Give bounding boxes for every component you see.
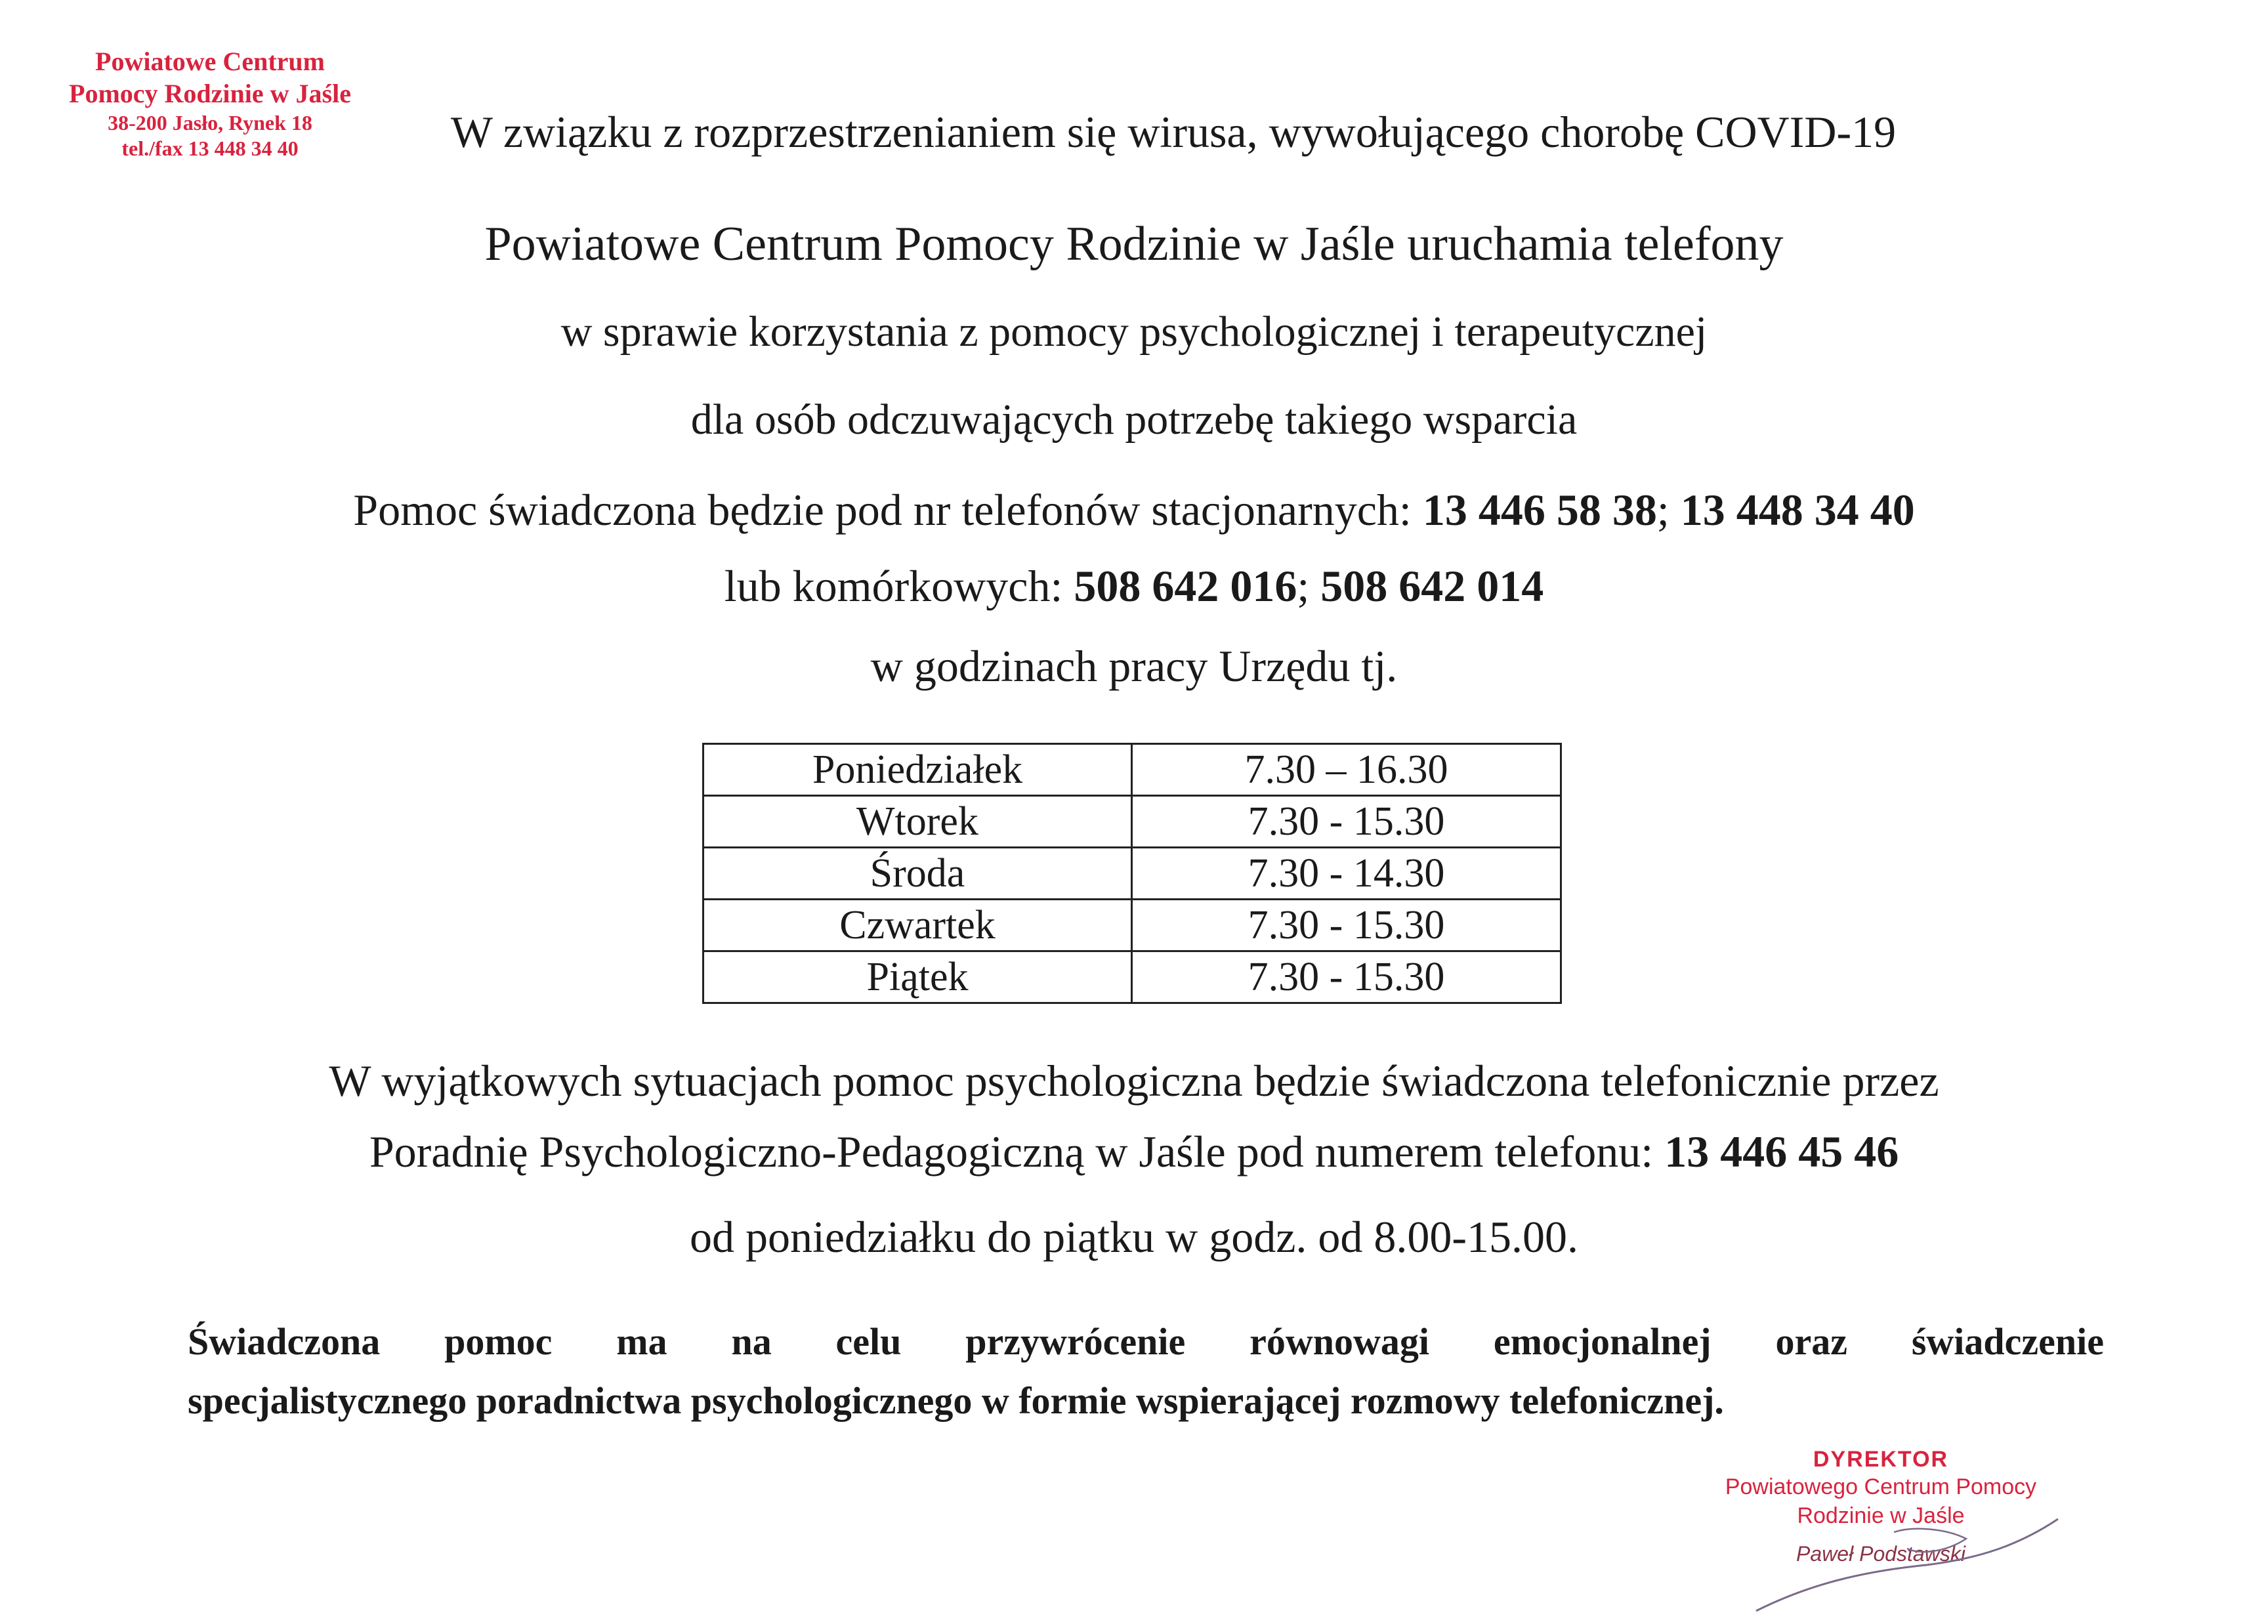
handwritten-signature bbox=[1730, 1493, 2071, 1624]
stamp-line-2: Pomocy Rodzinie w Jaśle bbox=[69, 78, 351, 108]
exceptional-line-3: od poniedziałku do piątku w godz. od 8.00-15.00. bbox=[689, 1212, 1579, 1262]
office-hours-day: Wtorek bbox=[704, 796, 1132, 848]
signature-org-line-2: Rodzinie w Jaśle bbox=[1797, 1503, 1965, 1529]
purpose-line-1: Świadczona pomoc ma na celu przywrócenie równowagi emocjonalnej oraz świadczenie bbox=[188, 1320, 2104, 1363]
signature-name: Paweł Podstawski bbox=[1796, 1542, 1965, 1566]
purpose-line-2: specjalistycznego poradnictwa psychologicznego w formie wspierającej rozmowy telefonicznej. bbox=[188, 1379, 1724, 1422]
office-hours-row bbox=[704, 951, 1561, 1003]
intro-line-1: W związku z rozprzestrzenianiem się wirusa, wywołującego chorobę COVID-19 bbox=[450, 107, 1897, 157]
clinic-text: Poradnię Psychologiczno-Pedagogiczną w Jaśle pod numerem telefonu: bbox=[369, 1127, 1665, 1176]
mobile-prefix: lub komórkowych: bbox=[724, 561, 1074, 611]
mobile-phone-2: 508 642 014 bbox=[1320, 561, 1544, 611]
purpose-paragraph bbox=[188, 1312, 2104, 1430]
clinic-phone: 13 446 45 46 bbox=[1664, 1127, 1899, 1176]
office-hours-table bbox=[702, 743, 1562, 1004]
office-hours-time: 7.30 - 15.30 bbox=[1132, 951, 1561, 1003]
landline-separator: ; bbox=[1656, 485, 1681, 535]
landline-phones-line bbox=[0, 484, 2268, 536]
office-hours-row bbox=[704, 796, 1561, 848]
exceptional-line-2 bbox=[0, 1126, 2268, 1178]
office-hours-day: Piątek bbox=[704, 951, 1132, 1003]
office-hours-day: Środa bbox=[704, 848, 1132, 900]
office-hours-time: 7.30 - 15.30 bbox=[1132, 796, 1561, 848]
mobile-phones-line bbox=[0, 560, 2268, 612]
intro-line-2: Powiatowe Centrum Pomocy Rodzinie w Jaśle uruchamia telefony bbox=[484, 217, 1784, 271]
office-hours-time: 7.30 - 15.30 bbox=[1132, 900, 1561, 951]
office-hours-day: Poniedziałek bbox=[704, 744, 1132, 796]
signature-org-line-1: Powiatowego Centrum Pomocy bbox=[1725, 1474, 2037, 1499]
office-hours-body bbox=[704, 744, 1561, 1003]
office-hours-row bbox=[704, 848, 1561, 900]
office-hours-day: Czwartek bbox=[704, 900, 1132, 951]
stamp-line-3: 38-200 Jasło, Rynek 18 bbox=[108, 110, 312, 135]
signature-title: DYREKTOR bbox=[1813, 1447, 1949, 1472]
office-hours-row bbox=[704, 744, 1561, 796]
landline-phone-1: 13 446 58 38 bbox=[1422, 485, 1657, 535]
office-hours-time: 7.30 – 16.30 bbox=[1132, 744, 1561, 796]
landline-prefix: Pomoc świadczona będzie pod nr telefonów stacjonarnych: bbox=[353, 485, 1423, 535]
office-hours-intro: w godzinach pracy Urzędu tj. bbox=[870, 641, 1398, 691]
office-hours-time: 7.30 - 14.30 bbox=[1132, 848, 1561, 900]
intro-line-4: dla osób odczuwających potrzebę takiego wsparcia bbox=[690, 396, 1578, 444]
stamp-line-1: Powiatowe Centrum bbox=[95, 47, 325, 76]
stamp-line-4: tel./fax 13 448 34 40 bbox=[121, 136, 299, 160]
landline-phone-2: 13 448 34 40 bbox=[1680, 485, 1915, 535]
exceptional-line-1: W wyjątkowych sytuacjach pomoc psychologiczna będzie świadczona telefonicznie przez bbox=[329, 1056, 1939, 1106]
mobile-phone-1: 508 642 016 bbox=[1074, 561, 1297, 611]
intro-line-3: w sprawie korzystania z pomocy psychologicznej i terapeutycznej bbox=[560, 308, 1708, 356]
office-hours-row bbox=[704, 900, 1561, 951]
mobile-separator: ; bbox=[1297, 561, 1321, 611]
